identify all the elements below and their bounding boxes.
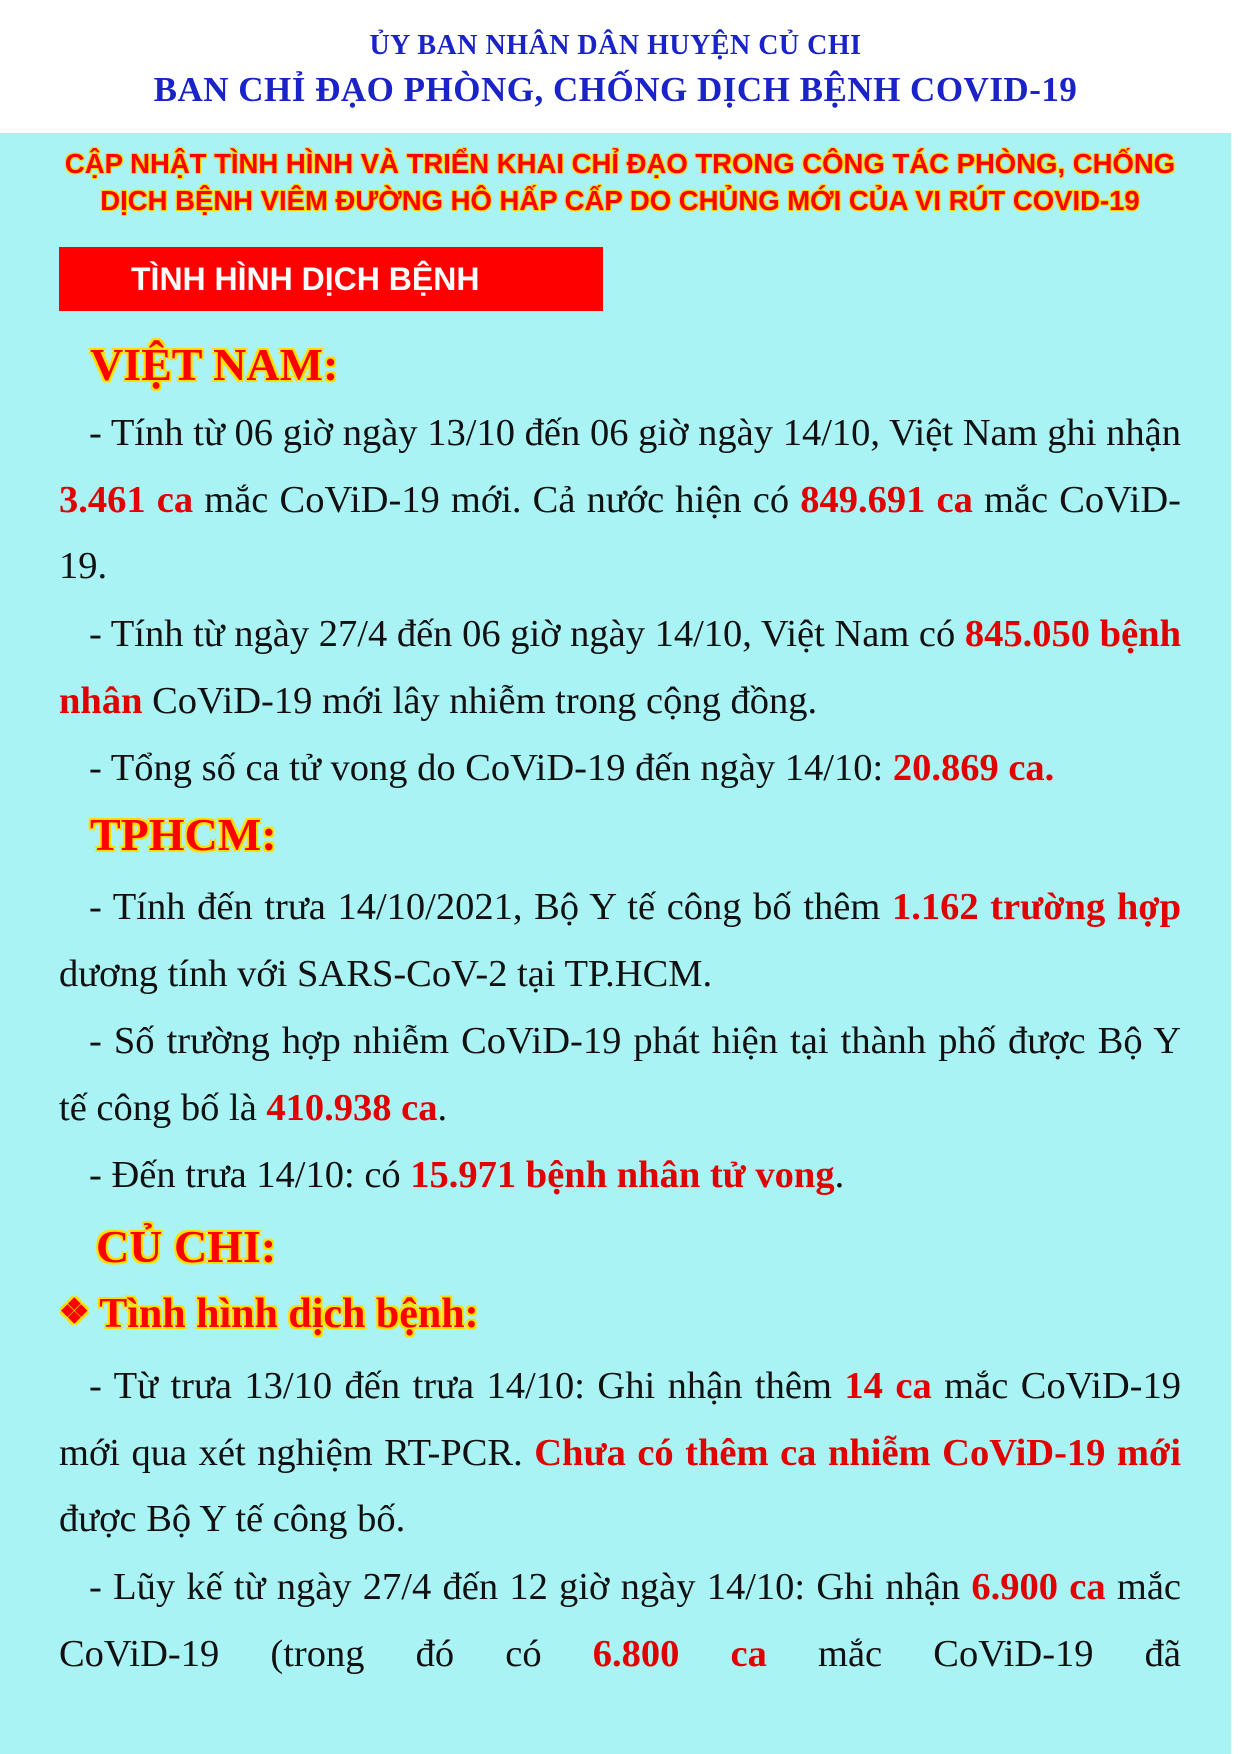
text: - Tính từ ngày 27/4 đến 06 giờ ngày 14/10, Việt Nam có — [89, 613, 965, 655]
community-patients-count: 845.050 bệnh nhân — [59, 613, 1181, 722]
vietnam-paragraph-2 — [59, 601, 1181, 734]
header-organization: ỦY BAN NHÂN DÂN HUYỆN CỦ CHI — [369, 30, 862, 61]
cuchi-situation-heading — [59, 1290, 479, 1338]
text: - Đến trưa 14/10: có — [89, 1154, 411, 1196]
text: dương tính với SARS-CoV-2 tại TP.HCM. — [59, 952, 713, 995]
new-cases-count: 3.461 ca — [59, 478, 194, 521]
cuchi-situation-label: Tình hình dịch bệnh: — [99, 1291, 479, 1337]
section-title-cuchi: CỦ CHI: — [96, 1221, 277, 1272]
diamond-bullet-icon: ❖ — [59, 1294, 90, 1331]
text: - Lũy kế từ ngày 27/4 đến 12 giờ ngày 14/10: Ghi nhận — [89, 1566, 972, 1608]
section-title-hcm: TPHCM: — [90, 809, 277, 860]
text: mắc CoViD-19. — [59, 478, 1181, 587]
text: - Tính đến trưa 14/10/2021, Bộ Y tế công bố thêm — [89, 886, 892, 928]
text: - Tính từ 06 giờ ngày 13/10 đến 06 giờ ngày 14/10, Việt Nam ghi nhận — [89, 412, 1181, 454]
cuchi-paragraph-2 — [59, 1554, 1181, 1687]
deaths-count: 20.869 ca. — [892, 747, 1055, 789]
update-title-line-1: CẬP NHẬT TÌNH HÌNH VÀ TRIỂN KHAI CHỈ ĐẠO TRONG CÔNG TÁC PHÒNG, CHỐNG — [64, 148, 1176, 179]
text: mắc CoViD-19 (trong đó có — [59, 1566, 1181, 1675]
cuchi-no-new-announced: Chưa có thêm ca nhiễm CoViD-19 mới — [534, 1431, 1181, 1474]
text: - Từ trưa 13/10 đến trưa 14/10: Ghi nhận thêm — [89, 1365, 845, 1407]
hcm-new-cases: 1.162 trường hợp — [891, 886, 1181, 928]
text: . — [834, 1154, 845, 1196]
hcm-paragraph-3 — [59, 1142, 1181, 1209]
cuchi-recovered-cases: 6.800 ca — [592, 1632, 767, 1675]
situation-banner: TÌNH HÌNH DỊCH BỆNH — [59, 247, 603, 311]
hcm-paragraph-1 — [59, 874, 1181, 1007]
section-title-vietnam: VIỆT NAM: — [90, 339, 339, 390]
text: mắc CoViD-19 mới. Cả nước hiện có — [193, 478, 801, 521]
text: mắc CoViD-19 đã — [766, 1632, 1181, 1675]
cuchi-new-cases: 14 ca — [844, 1365, 932, 1407]
hcm-deaths: 15.971 bệnh nhân tử vong — [410, 1154, 835, 1196]
vietnam-paragraph-1 — [59, 400, 1181, 600]
text: được Bộ Y tế công bố. — [59, 1498, 406, 1540]
text: CoViD-19 mới lây nhiễm trong cộng đồng. — [142, 679, 818, 722]
text: - Tổng số ca tử vong do CoViD-19 đến ngày 14/10: — [89, 747, 893, 789]
vietnam-paragraph-3 — [59, 735, 1181, 802]
text: mắc CoViD-19 mới qua xét nghiệm RT-PCR. — [59, 1365, 1182, 1474]
hcm-paragraph-2 — [59, 1008, 1181, 1141]
total-cases-count: 849.691 ca — [800, 478, 973, 521]
header-band — [0, 0, 1231, 133]
header-steering-board: BAN CHỈ ĐẠO PHÒNG, CHỐNG DỊCH BỆNH COVID-19 — [153, 70, 1078, 109]
cuchi-cumulative-cases: 6.900 ca — [971, 1566, 1106, 1608]
text: . — [437, 1086, 448, 1129]
right-border-stripe — [1231, 0, 1240, 1754]
update-title-line-2: DỊCH BỆNH VIÊM ĐƯỜNG HÔ HẤP CẤP DO CHỦNG MỚI CỦA VI RÚT COVID-19 — [100, 185, 1140, 216]
text: - Số trường hợp nhiễm CoViD-19 phát hiện tại thành phố được Bộ Y tế công bố là — [59, 1020, 1181, 1129]
hcm-total-cases: 410.938 ca — [266, 1086, 438, 1129]
cuchi-paragraph-1 — [59, 1353, 1181, 1553]
